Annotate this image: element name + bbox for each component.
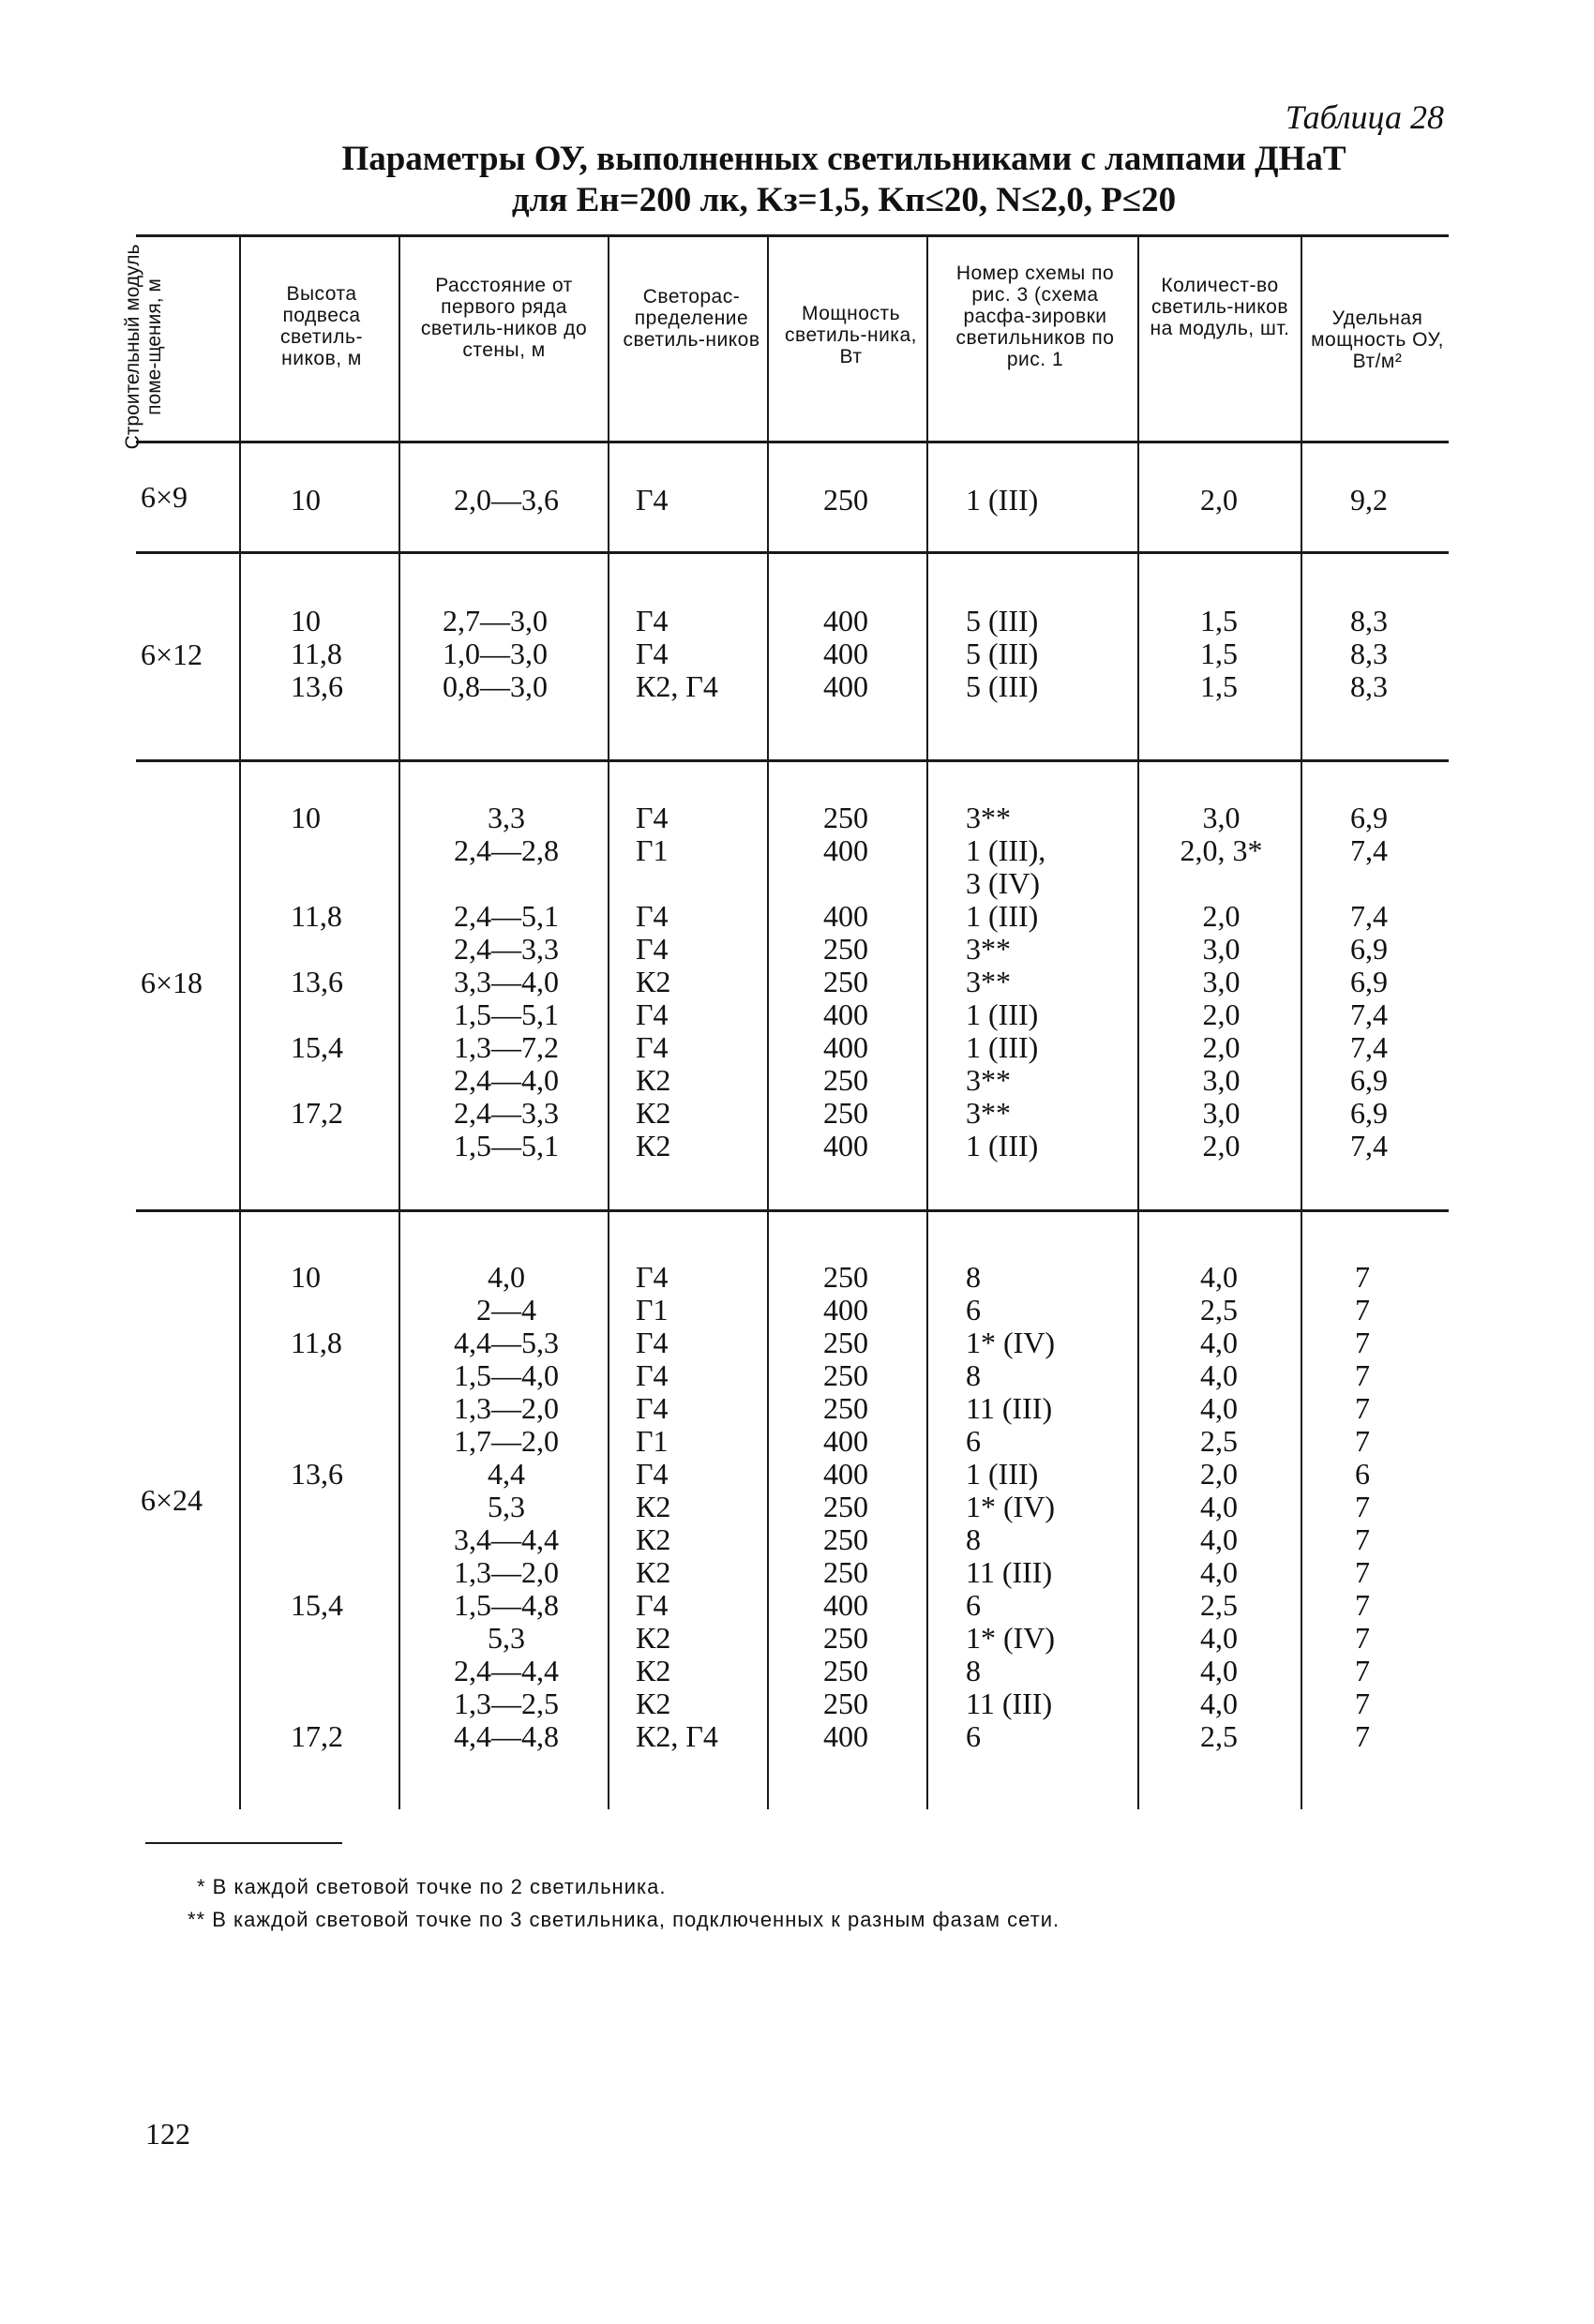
section-6x12-scheme: 5 (III) 5 (III) 5 (III): [966, 604, 1039, 703]
column-divider-6: [1137, 234, 1139, 1809]
module-6x12: 6×12: [141, 637, 203, 671]
section-6x12-specific: 8,3 8,3 8,3: [1350, 604, 1388, 703]
section-6x9-height: 10: [291, 483, 321, 517]
section-6x18-power: 250 400 400 250 250 400 400 250 250 400: [823, 801, 868, 1162]
section-6x9-scheme: 1 (III): [966, 483, 1039, 517]
header-specific-power: Удельная мощность ОУ, Вт/м²: [1311, 307, 1444, 372]
section-rule-2: [136, 759, 1449, 762]
section-6x24-height: 10 11,8 13,6 15,4 17,2: [291, 1260, 343, 1753]
section-6x9-distance: 2,0—3,6: [454, 483, 559, 517]
section-6x9-count: 2,0: [1200, 483, 1238, 517]
section-6x18-distribution: Г4 Г1 Г4 Г4 К2 Г4 Г4 К2 К2 К2: [636, 801, 671, 1162]
section-6x9-distribution: Г4: [636, 483, 669, 517]
table-title-line-1: Параметры ОУ, выполненных светильниками с лампами ДНаТ: [341, 140, 1346, 178]
section-6x24-count: 4,0 2,5 4,0 4,0 4,0 2,5 2,0 4,0 4,0 4,0 2,5 4,0 4,0 4,0 2,5: [1200, 1260, 1238, 1753]
footnote-double-star: ** В каждой световой точке по 3 светильника, подключенных к разным фазам сети.: [188, 1908, 1060, 1931]
footnote-separator: [145, 1842, 342, 1844]
section-6x12-height: 10 11,8 13,6: [291, 604, 343, 703]
section-6x9-specific: 9,2: [1350, 483, 1388, 517]
header-light-distribution: Светорас-пределение светиль-ников: [623, 286, 760, 351]
column-divider-1: [239, 234, 241, 1809]
header-count: Количест-во светиль-ников на модуль, шт.: [1150, 275, 1290, 339]
column-divider-4: [767, 234, 769, 1809]
header-power: Мощность светиль-ника, Вт: [785, 303, 917, 367]
section-6x18-count: 3,0 2,0, 3* 2,0 3,0 3,0 2,0 2,0 3,0 3,0 2,0: [1180, 801, 1263, 1162]
header-distance: Расстояние от первого ряда светиль-ников до стены, м: [420, 275, 588, 361]
section-6x12-power: 400 400 400: [823, 604, 868, 703]
table-label: Таблица 28: [1285, 98, 1444, 136]
section-6x24-specific: 7 7 7 7 7 7 6 7 7 7 7 7 7 7 7: [1355, 1260, 1370, 1753]
column-divider-3: [608, 234, 609, 1809]
section-6x18-scheme: 3** 1 (III), 3 (IV) 1 (III) 3** 3** 1 (III) 1 (III) 3** 3** 1 (III): [966, 801, 1046, 1162]
section-6x18-distance: 3,3 2,4—2,8 2,4—5,1 2,4—3,3 3,3—4,0 1,5—5,1 1,3—7,2 2,4—4,0 2,4—3,3 1,5—5,1: [454, 801, 559, 1162]
table-title-line-2: для Eн=200 лк, Kз=1,5, Kп≤20, N≤2,0, P≤20: [511, 181, 1177, 219]
section-6x9-power: 250: [823, 483, 868, 517]
section-6x12-distribution: Г4 Г4 К2, Г4: [636, 604, 718, 703]
section-6x18-specific: 6,9 7,4 7,4 6,9 6,9 7,4 7,4 6,9 6,9 7,4: [1350, 801, 1388, 1162]
module-6x9: 6×9: [141, 480, 188, 514]
column-divider-2: [398, 234, 400, 1809]
section-6x12-distance: 2,7—3,0 1,0—3,0 0,8—3,0: [443, 604, 548, 703]
section-6x24-power: 250 400 250 250 250 400 400 250 250 250 400 250 250 250 400: [823, 1260, 868, 1753]
page-number: 122: [145, 2117, 190, 2151]
header-height: Высота подвеса светиль-ников, м: [280, 283, 363, 369]
section-6x18-height: 10 11,8 13,6 15,4 17,2: [291, 801, 343, 1130]
section-rule-3: [136, 1209, 1449, 1212]
section-6x12-count: 1,5 1,5 1,5: [1200, 604, 1238, 703]
header-module: Строительный модуль поме-щения, м: [122, 244, 165, 450]
module-6x24: 6×24: [141, 1483, 203, 1517]
table-top-rule: [136, 234, 1449, 237]
section-rule-1: [136, 551, 1449, 554]
column-divider-5: [926, 234, 928, 1809]
section-6x24-distance: 4,0 2—4 4,4—5,3 1,5—4,0 1,3—2,0 1,7—2,0 4,4 5,3 3,4—4,4 1,3—2,0 1,5—4,8 5,3 2,4—4,4 1,3—2,5 4,4—4,8: [454, 1260, 559, 1753]
module-6x18: 6×18: [141, 966, 203, 999]
footnote-single-star: * В каждой световой точке по 2 светильника.: [197, 1875, 667, 1898]
section-6x24-scheme: 8 6 1* (IV) 8 11 (III) 6 1 (III) 1* (IV) 8 11 (III) 6 1* (IV) 8 11 (III) 6: [966, 1260, 1056, 1753]
header-scheme: Номер схемы по рис. 3 (схема расфа-зировки светильников по рис. 1: [955, 262, 1115, 370]
section-6x24-distribution: Г4 Г1 Г4 Г4 Г4 Г1 Г4 К2 К2 К2 Г4 К2 К2 К2 К2, Г4: [636, 1260, 718, 1753]
column-divider-7: [1301, 234, 1302, 1809]
header-bottom-rule: [136, 441, 1449, 443]
